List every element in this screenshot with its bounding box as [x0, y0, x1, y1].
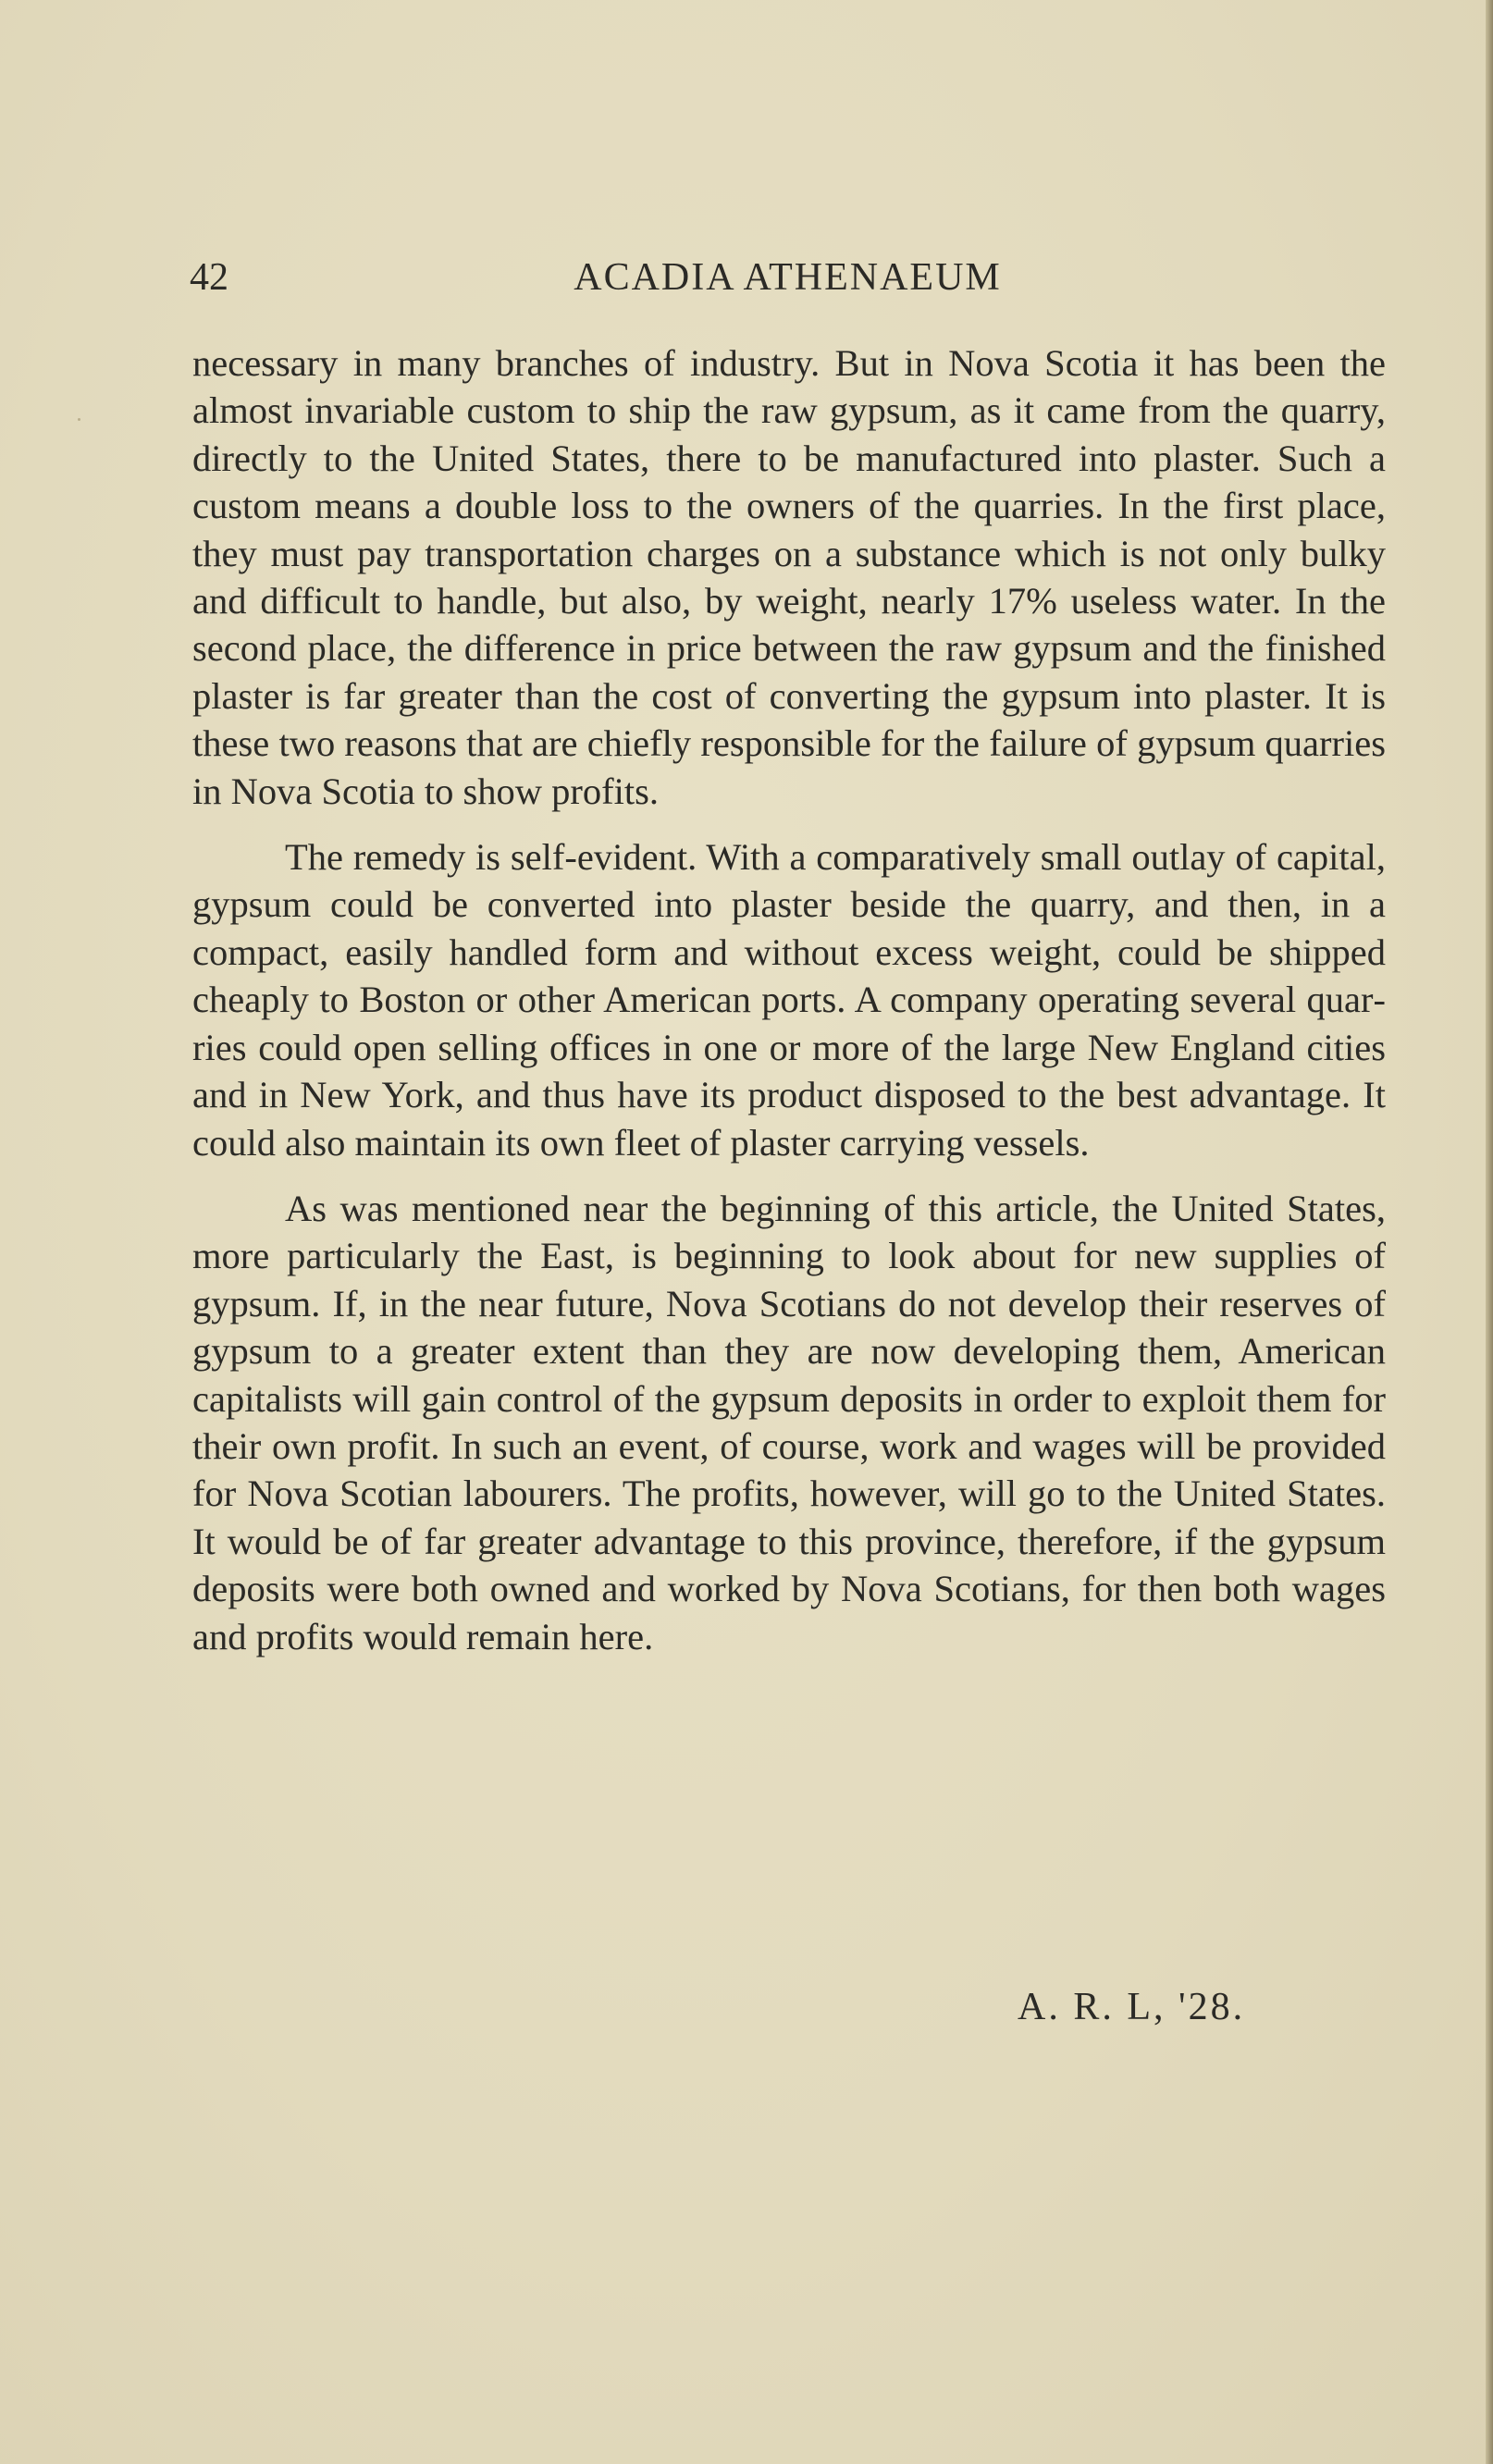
page-edge: [1486, 0, 1493, 2464]
running-title: ACADIA ATHENAEUM: [574, 256, 1002, 299]
paper-speck: [78, 418, 80, 421]
paragraph-1: necessary in many branches of industry. But in Nova Scotia it has been the almost invariable custom to ship the raw gypsum, as it came from the quarry, directly to the United States, there to be manufactured into plaster. Such a custom means a double loss to the owners of the quarries. In the first place, they must pay transportation charges on a substance which is not only bulky and difficult to handle, but also, by weight, nearly 17% useless water. In the second place, the difference in price between the raw gypsum and the finished plaster is far greater than the cost of converting the gypsum into plaster. It is these two reasons that are chiefly responsible for the failure of gypsum quarries in Nova Scotia to show profits.: [192, 342, 1386, 812]
article-body: [192, 339, 1386, 1660]
author-signature: A. R. L, '28.: [1018, 1986, 1246, 2028]
page-header: [190, 250, 1386, 305]
paragraph-2: The remedy is self-evident. With a comparatively small outlay of capital, gypsum could be converted into plaster beside the quarry, and then, in a compact, easily handled form and without excess weight, could be shipped cheaply to Boston or other American ports. A company operating several quarries could open selling offices in one or more of the large New England cities and in New York, and thus have its product disposed to the best advantage. It could also maintain its own fleet of plaster carrying vessels.: [192, 836, 1386, 1164]
paragraph-3: As was mentioned near the beginning of this article, the United States, more particularly the East, is beginning to look about for new supplies of gypsum. If, in the near future, Nova Scotians do not develop their reserves of gypsum to a greater extent than they are now developing them, American capitalists will gain control of the gypsum deposits in order to exploit them for their own profit. In such an event, of course, work and wages will be provided for Nova Scotian labourers. The profits, however, will go to the United States. It would be of far greater advantage to this province, therefore, if the gypsum deposits were both owned and worked by Nova Scotians, for then both wages and profits would remain here.: [192, 1187, 1386, 1657]
page-number: 42: [190, 256, 228, 299]
